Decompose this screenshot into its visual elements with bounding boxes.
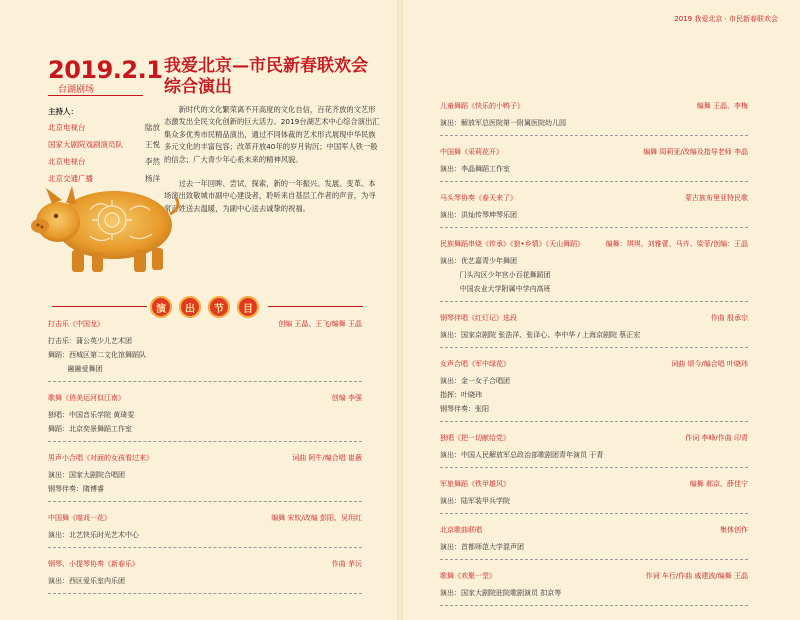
performer-label: 演出：: [48, 471, 69, 479]
performer-text: 中国人民解放军总政治部歌剧团青年演员 于青: [461, 451, 604, 459]
performer-label: 演出：: [440, 331, 461, 339]
performer-line: [48, 349, 362, 361]
item-divider: [48, 381, 362, 382]
program-item-header: [440, 524, 748, 536]
program-item-title: 军旅舞蹈《铁甲雄风》: [440, 480, 510, 488]
item-divider: [48, 593, 362, 594]
performer-label: 演出：: [440, 543, 461, 551]
performer-label: 演出：: [440, 257, 461, 265]
program-item-title: 歌舞《俏美运河似江南》: [48, 394, 125, 402]
performer-text: 中国农业大学附属中学内高班: [459, 285, 551, 293]
program-item-credit: 编舞 周莉亚/改编及指导老师 李晶: [643, 148, 748, 156]
performer-label: [440, 283, 460, 295]
performer-line: [48, 409, 362, 421]
performer-label: 演出：: [440, 377, 461, 385]
performer-line: [48, 469, 362, 481]
item-divider: [440, 181, 748, 182]
program-item-title: 钢琴伴唱《红灯记》选段: [440, 314, 517, 322]
performer-label: 钢琴伴奏：: [440, 405, 475, 413]
performer-line: [440, 329, 748, 341]
event-date: 2019.2.1: [48, 56, 163, 84]
performer-label: 演出：: [48, 577, 69, 585]
program-item-credit: 编舞 郝京、薛佳宁: [689, 480, 748, 488]
program-item-header: [440, 100, 748, 112]
item-divider: [440, 227, 748, 228]
program-item: [48, 558, 362, 587]
performer-line: [440, 163, 748, 175]
performer-text: 张阳: [475, 405, 489, 413]
hosts-heading: 主持人：: [48, 107, 78, 116]
program-item-title: 民族舞蹈串烧《传承》《狼•乡情》《天山舞蹈》: [440, 240, 585, 248]
program-item-title: 马头琴协奏《春天来了》: [440, 194, 517, 202]
performer-text: 门头沟区少年宫小百花舞蹈团: [459, 271, 551, 279]
performer-text: 中国音乐学院 黄琦雯: [69, 411, 135, 419]
page-gutter: [397, 0, 403, 620]
program-item-title: 北京歌曲联唱: [440, 526, 482, 534]
item-divider: [440, 605, 748, 606]
performer-text: 洪灿传琴坤琴乐团: [461, 211, 517, 219]
performer-label: 演出：: [440, 119, 461, 127]
host-name: 陆放: [145, 123, 160, 132]
performer-line: [440, 449, 748, 461]
program-item-credit: 作词 李峰/作曲 印青: [685, 434, 748, 442]
performer-label: [48, 363, 68, 375]
show-title: [164, 56, 384, 98]
performer-label: 演出：: [440, 589, 461, 597]
host-org: 北京电视台: [48, 157, 86, 166]
performer-text: 优艺嘉青少年舞团: [461, 257, 517, 265]
program-item: [440, 570, 748, 599]
performer-line: [48, 423, 362, 435]
performer-label: 舞蹈：: [48, 351, 69, 359]
host-name: 王悦: [145, 140, 160, 149]
program-item-credit: 蒙古族布里亚特民歌: [685, 194, 748, 202]
program-item-header: [440, 312, 748, 324]
program-heading-char: 目: [237, 296, 259, 318]
performer-text: 解放军总医院第一附属医院幼儿园: [461, 119, 566, 127]
performer-label: 打击乐：: [48, 337, 76, 345]
program-item-title: 男声小合唱《对面的女孩看过来》: [48, 454, 153, 462]
item-divider: [48, 547, 362, 548]
program-item: [440, 478, 748, 507]
performer-text: 金一女子合唱团: [461, 377, 510, 385]
performer-text: 叶晓玮: [461, 391, 482, 399]
program-item-credit: 作曲 茅沅: [331, 560, 362, 568]
performer-text: 隋博睿: [83, 485, 104, 493]
event-venue: 台湖剧场: [58, 85, 95, 95]
intro-text: [164, 104, 382, 227]
program-item-header: [48, 558, 362, 570]
program-item: [440, 312, 748, 341]
program-item-header: [440, 358, 748, 370]
program-item-credit: 编舞 王晶、李梅: [696, 102, 748, 110]
program-item: [440, 100, 748, 129]
performer-line: [440, 117, 748, 129]
program-item: [48, 392, 362, 435]
performer-text: 国家京剧院 张浩洋、张译心、李中华 / 上海京剧院 蔡正宏: [461, 331, 641, 339]
program-item-title: 歌舞《欢聚一堂》: [440, 572, 496, 580]
performer-line: [440, 269, 748, 281]
host-row: [48, 122, 160, 133]
program-item-title: 打击乐《中国龙》: [48, 320, 104, 328]
performer-label: 演出：: [440, 497, 461, 505]
performer-line: [440, 389, 748, 401]
item-divider: [440, 467, 748, 468]
performer-text: 西区爱乐室内乐团: [69, 577, 125, 585]
program-item: [48, 452, 362, 495]
item-divider: [440, 559, 748, 560]
program-item: [440, 524, 748, 553]
program-item-title: 女声合唱《军中绿花》: [440, 360, 510, 368]
intro-paragraph: 过去一年回眸、尝试、探索，新的一年振兴、发展、变革。本场演出致敬城市副中心建设者，聆听来自基层工作者的声音，为寻常百姓送去温暖，为副中心送去诚挚的祝福。: [164, 179, 376, 213]
program-item-credit: 编舞 宋钦/改编 彭阳、吴玥红: [271, 514, 362, 522]
item-divider: [440, 421, 748, 422]
host-row: [48, 139, 160, 150]
performer-label: 独唱：: [48, 411, 69, 419]
performer-line: [440, 403, 748, 415]
program-item: [48, 318, 362, 375]
host-org: 北京电视台: [48, 123, 86, 132]
program-heading-char: 演: [150, 296, 172, 318]
program-item-header: [440, 570, 748, 582]
show-title-line2: 综合演出: [164, 77, 232, 97]
performer-line: [48, 575, 362, 587]
program-item-header: [48, 512, 362, 524]
performer-text: 国家大剧院驻院歌剧演员 扣京等: [461, 589, 562, 597]
item-divider: [440, 135, 748, 136]
performer-line: [440, 495, 748, 507]
performer-line: [440, 283, 748, 295]
performer-line: [440, 255, 748, 267]
performer-line: [440, 587, 748, 599]
badge-rule-right: [268, 306, 363, 307]
intro-paragraph: 新时代的文化繁荣离不开高度的文化自信，百花齐放的文艺形态激发出全民文化创新的巨大活力。2019台湖艺术中心综合演出汇集众多优秀市民精品演出，通过不同体裁的艺术形式展现中华民族多元文化的丰富包容；改革开放40年的岁月钩沉；中国军人铁一般的信念；广大青少年心系未来的精神风貌。: [164, 105, 380, 164]
badge-rule-left: [52, 306, 147, 307]
host-org: 北京交通广播: [48, 174, 93, 183]
program-item-title: 中国舞《采莉花开》: [440, 148, 503, 156]
performer-label: [440, 269, 460, 281]
program-item-credit: 词曲 阿牛/编合唱 崔薇: [292, 454, 362, 462]
performer-text: 首都师范大学混声团: [461, 543, 524, 551]
program-list-right: [440, 100, 748, 616]
program-item-header: [440, 432, 748, 444]
performer-line: [48, 483, 362, 495]
host-name: 杨洋: [145, 174, 160, 183]
performer-line: [48, 363, 362, 375]
performer-label: 指挥：: [440, 391, 461, 399]
running-head: 2019 我爱北京 · 市民新春联欢会: [674, 15, 778, 23]
performer-text: 北京奕景舞蹈工作室: [69, 425, 132, 433]
program-list-left: [48, 318, 362, 604]
performer-text: 陆军装甲兵学院: [461, 497, 510, 505]
program-item: [440, 146, 748, 175]
performer-label: 钢琴伴奏：: [48, 485, 83, 493]
program-item-credit: 编舞：琪琪、刘雅蕾、马卉、梁菲/创编：王晶: [605, 240, 748, 248]
program-item-credit: 集体创作: [720, 526, 748, 534]
host-row: [48, 156, 160, 167]
program-item-header: [48, 452, 362, 464]
program-item-header: [440, 238, 748, 250]
item-divider: [48, 501, 362, 502]
performer-label: 演出：: [48, 531, 69, 539]
item-divider: [440, 301, 748, 302]
program-item-credit: 词曲 颂今/编合唱 叶晓玮: [671, 360, 748, 368]
performer-line: [48, 529, 362, 541]
performer-line: [440, 541, 748, 553]
performer-line: [48, 335, 362, 347]
performer-text: 融融爱舞团: [67, 365, 103, 373]
host-org: 国家大剧院戏剧演员队: [48, 140, 123, 149]
performer-text: 国家大剧院合唱团: [69, 471, 125, 479]
program-item: [440, 358, 748, 415]
host-name: 李然: [145, 157, 160, 166]
performer-label: 演出：: [440, 165, 461, 173]
program-item: [48, 512, 362, 541]
program-item-header: [440, 146, 748, 158]
performer-label: 演出：: [440, 211, 461, 219]
program-item: [440, 192, 748, 221]
program-item: [440, 432, 748, 461]
performer-text: 西城区第二文化馆舞蹈队: [69, 351, 146, 359]
performer-line: [440, 209, 748, 221]
performer-label: 舞蹈：: [48, 425, 69, 433]
program-heading-char: 出: [179, 296, 201, 318]
date-rule: [48, 95, 143, 96]
program-heading: [150, 296, 259, 318]
pig-paper-cut-icon: [30, 170, 182, 280]
show-title-line1: 我爱北京—市民新春联欢会: [164, 56, 368, 76]
performer-line: [440, 375, 748, 387]
program-item-credit: 创编 李强: [331, 394, 362, 402]
program-item-title: 独唱《把一切献给党》: [440, 434, 510, 442]
item-divider: [440, 347, 748, 348]
program-item-credit: 作词 车行/作曲 戚建波/编舞 王晶: [645, 572, 748, 580]
program-item-header: [440, 192, 748, 204]
program-item-title: 中国舞《喵戏一花》: [48, 514, 111, 522]
performer-text: 北艺快乐时光艺术中心: [69, 531, 139, 539]
program-item-credit: 作曲 殷承宗: [710, 314, 748, 322]
performer-label: 演出：: [440, 451, 461, 459]
program-heading-char: 节: [208, 296, 230, 318]
item-divider: [440, 513, 748, 514]
program-item-title: 钢琴、小提琴协奏《新春乐》: [48, 560, 139, 568]
program-item-header: [48, 318, 362, 330]
program-item-header: [440, 478, 748, 490]
item-divider: [48, 441, 362, 442]
program-item: [440, 238, 748, 295]
performer-text: 蒲公英少儿艺术团: [76, 337, 132, 345]
program-item-header: [48, 392, 362, 404]
program-item-title: 儿童舞蹈《快乐的小鸭子》: [440, 102, 524, 110]
program-item-credit: 创编 王晶、王飞/编舞 王晶: [278, 320, 362, 328]
performer-text: 李晶舞蹈工作室: [461, 165, 510, 173]
